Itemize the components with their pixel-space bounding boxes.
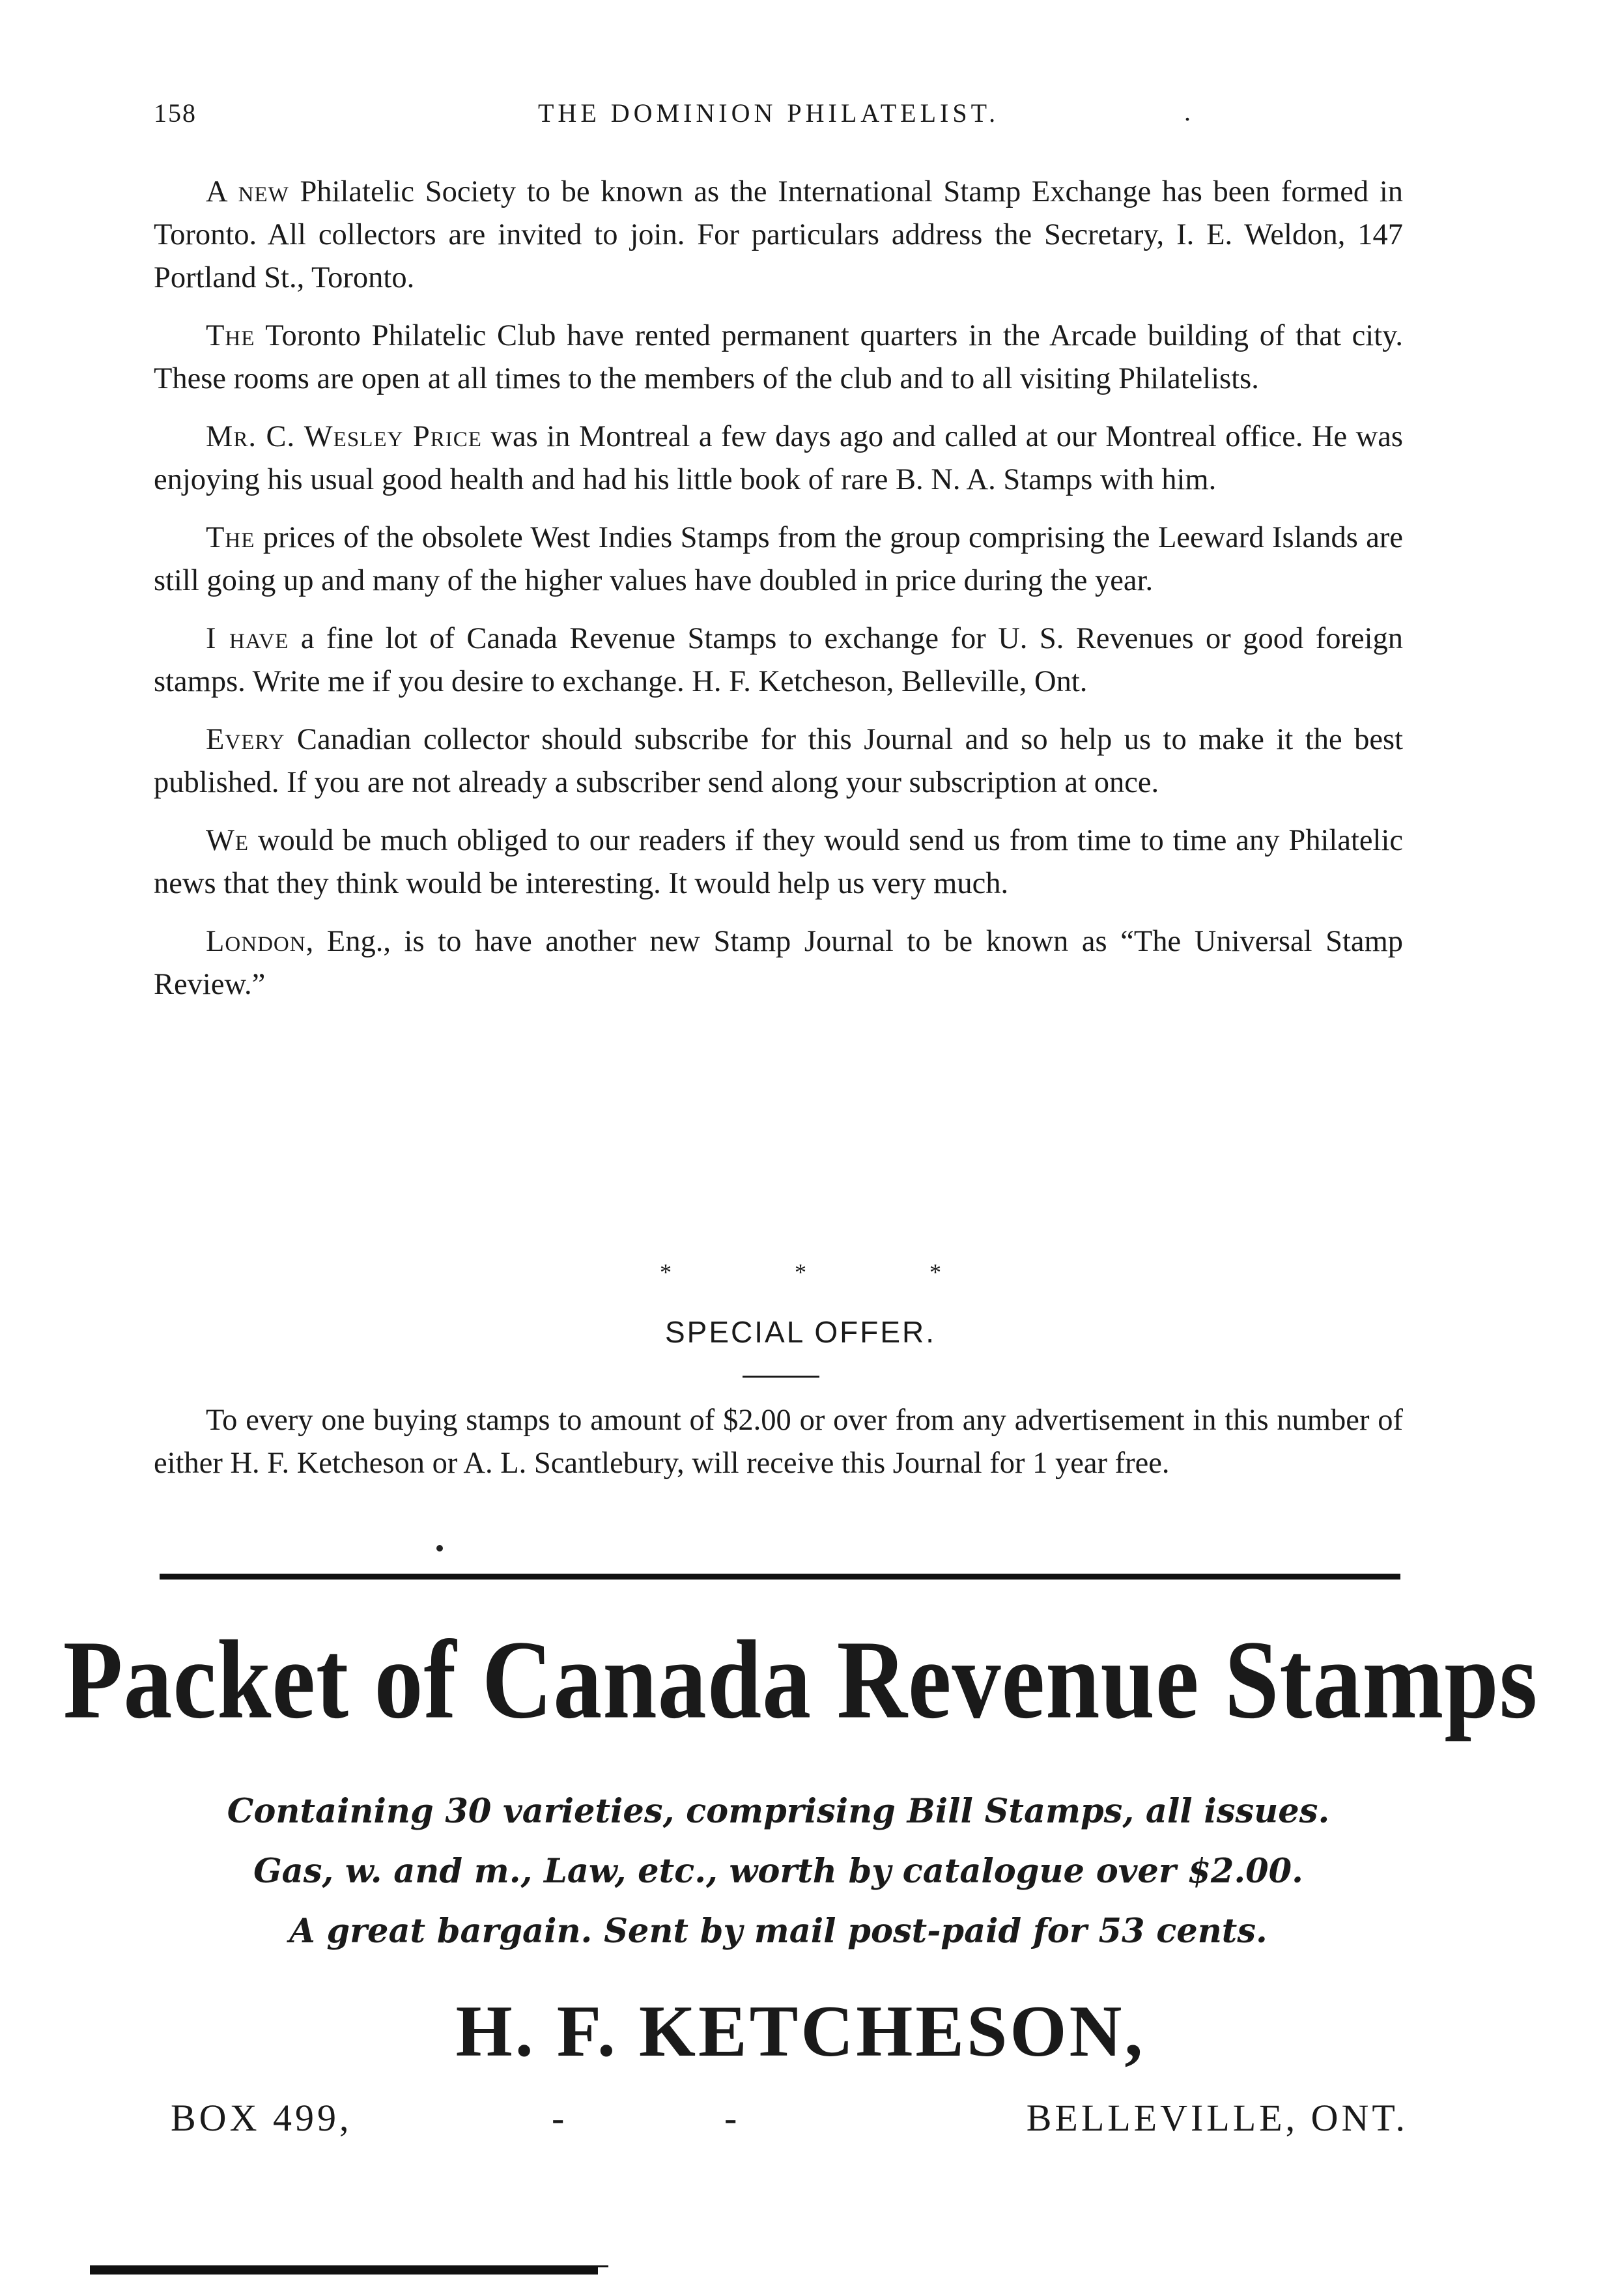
news-item-text: Canadian collector should subscribe for this Journal and so help us to make it the best published. If you are not already a subscriber send along your subscription at once. [154, 723, 1403, 799]
news-item-subscribe [154, 718, 1403, 804]
running-head-mark: . [1184, 97, 1191, 126]
special-offer-heading: SPECIAL OFFER. [664, 1315, 937, 1349]
divider-rule [160, 1574, 1400, 1580]
news-item-text: a fine lot of Canada Revenue Stamps to exchange for U. S. Revenues or good foreign stamps. Write me if you desire to exchange. H. F. Ketcheson, Belleville, Ont. [154, 622, 1404, 698]
advertisement-line: Containing 30 varieties, comprising Bill Stamps, all issues. [227, 1792, 1330, 1831]
advertiser-name: H. F. KETCHESON, [455, 1991, 1146, 2072]
news-item-text: prices of the obsolete West Indies Stamps from the group comprising the Leeward Islands are still going up and many of the higher values have doubled in price during the year. [154, 521, 1403, 597]
page-number: 158 [154, 98, 197, 128]
ink-dot [436, 1545, 443, 1552]
news-item-international-exchange [154, 171, 1403, 300]
address-box: BOX 499, [171, 2097, 352, 2139]
news-item-text: was in Montreal a few days ago and called at our Montreal office. He was enjoying his usual good health and had his little book of rare B. N. A. Stamps with him. [154, 420, 1404, 496]
news-item-wesley-price [154, 416, 1403, 502]
news-item-canada-revenue-exchange [154, 617, 1403, 703]
advertiser-address [171, 2096, 1408, 2148]
news-item-lead: The [206, 521, 255, 554]
news-item-lead: Every [206, 723, 285, 756]
address-dash: - [552, 2097, 568, 2139]
special-offer [154, 1399, 1403, 1500]
section-separator: * * * [660, 1259, 1000, 1285]
news-items [154, 171, 1403, 1021]
news-item-text: would be much obliged to our readers if they would send us from time to time any Philatelic news that they think would be interesting. It would help us very much. [154, 824, 1403, 900]
bottom-rule-tail [598, 2265, 608, 2267]
news-item-toronto-club [154, 315, 1403, 401]
news-item-west-indies [154, 517, 1403, 602]
advertisement-title: Packet of Canada Revenue Stamps [63, 1617, 1538, 1742]
advertisement-description [154, 1781, 1403, 1961]
news-item-text: , Eng., is to have another new Stamp Journal to be known as “The Universal Stamp Review.” [154, 925, 1403, 1001]
news-item-lead: London [206, 925, 306, 958]
address-city: BELLEVILLE, ONT. [1026, 2097, 1408, 2139]
news-item-lead: Mr. C. Wesley Price [206, 420, 482, 453]
heading-rule [743, 1376, 819, 1378]
news-item-lead: We [206, 824, 249, 857]
running-head [154, 98, 1456, 143]
advertisement-line: A great bargain. Sent by mail post-paid for 53 cents. [289, 1912, 1268, 1951]
special-offer-text: To every one buying stamps to amount of $2.00 or over from any advertisement in this number of either H. F. Ketcheson or A. L. Scantlebury, will receive this Journal for 1 year free. [154, 1404, 1403, 1480]
journal-title: THE DOMINION PHILATELIST. [538, 98, 1000, 128]
address-dash: - [724, 2097, 741, 2139]
bottom-rule [90, 2265, 598, 2275]
news-item-send-news [154, 819, 1403, 905]
news-item-lead: The [206, 319, 255, 352]
news-item-london-journal [154, 920, 1403, 1006]
news-item-lead: A new [206, 175, 289, 208]
news-item-text: Toronto Philatelic Club have rented permanent quarters in the Arcade building of that city. These rooms are open at all times to the members of the club and to all visiting Philatelists. [154, 319, 1403, 395]
news-item-lead: I have [206, 622, 289, 655]
advertisement-line: Gas, w. and m., Law, etc., worth by catalogue over $2.00. [253, 1852, 1303, 1891]
news-item-text: Philatelic Society to be known as the International Stamp Exchange has been formed in Toronto. All collectors are invited to join. For particulars address the Secretary, I. E. Weldon, 147 Portland St., Toronto. [154, 175, 1403, 294]
